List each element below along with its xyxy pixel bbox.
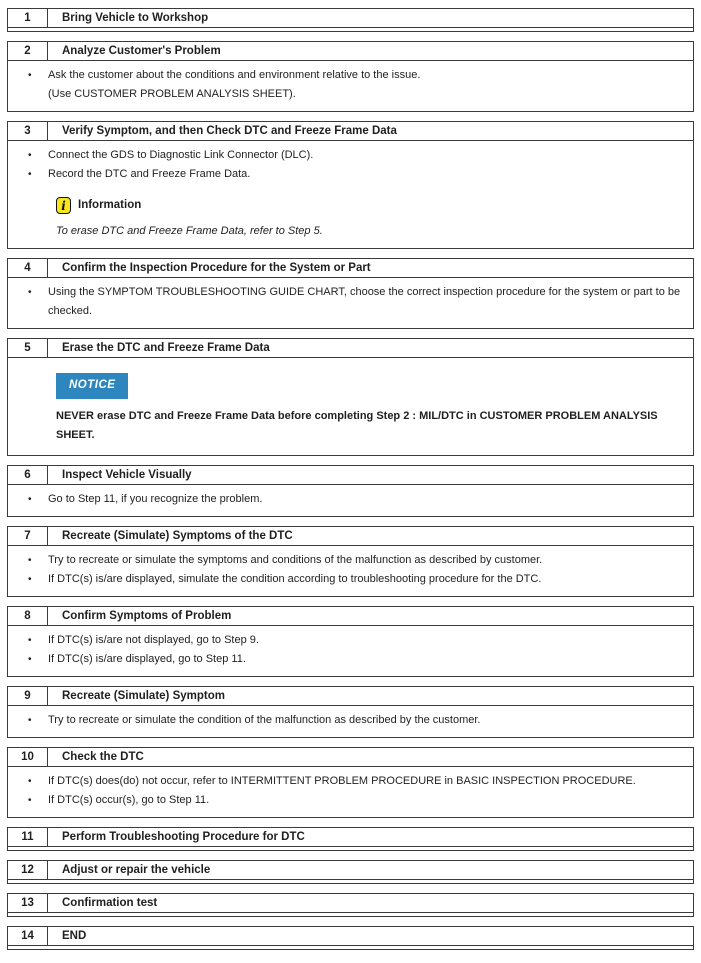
- information-text: To erase DTC and Freeze Frame Data, refer to Step 5.: [56, 225, 323, 237]
- step-number: 7: [8, 527, 48, 545]
- step-header: [8, 687, 693, 706]
- step-block-14: [7, 926, 694, 950]
- step-number: 13: [8, 894, 48, 912]
- bullet-item: [28, 711, 687, 730]
- bullet-item: [28, 490, 687, 509]
- step-block-13: [7, 893, 694, 917]
- bullet-icon: •: [28, 654, 32, 665]
- step-number: 14: [8, 927, 48, 945]
- step-title: Recreate (Simulate) Symptoms of the DTC: [62, 530, 293, 542]
- step-body: [8, 61, 693, 111]
- step-number: 10: [8, 748, 48, 766]
- step-block-9: [7, 686, 694, 738]
- step-header: [8, 828, 693, 847]
- bullet-icon: •: [28, 150, 32, 161]
- step-block-4: [7, 258, 694, 329]
- bullet-text: Using the SYMPTOM TROUBLESHOOTING GUIDE CHART, choose the correct inspection procedure for the system or part to be checked.: [48, 286, 681, 317]
- step-number: 4: [8, 259, 48, 277]
- step-block-5: [7, 338, 694, 456]
- step-header: [8, 748, 693, 767]
- bullet-item: [28, 66, 687, 85]
- bullet-item: [28, 146, 687, 165]
- bullet-icon: •: [28, 169, 32, 180]
- bullet-icon: •: [28, 574, 32, 585]
- step-body: [8, 706, 693, 737]
- step-title: Verify Symptom, and then Check DTC and Freeze Frame Data: [62, 125, 397, 137]
- step-header: [8, 9, 693, 28]
- notice-text: NEVER erase DTC and Freeze Frame Data before completing Step 2 : MIL/DTC in CUSTOMER PROBLEM ANALYSIS SHEET.: [56, 410, 658, 441]
- bullet-text: If DTC(s) is/are displayed, go to Step 11.: [48, 653, 246, 665]
- bullet-icon: •: [28, 287, 32, 298]
- step-title: Confirm the Inspection Procedure for the System or Part: [62, 262, 371, 274]
- step-header: [8, 259, 693, 278]
- step-title: END: [62, 930, 87, 942]
- step-header: [8, 927, 693, 946]
- step-title: Confirmation test: [62, 897, 158, 909]
- bullet-item: [28, 570, 687, 589]
- step-number: 11: [8, 828, 48, 846]
- bullet-item: [28, 283, 687, 321]
- step-header: [8, 861, 693, 880]
- step-number: 12: [8, 861, 48, 879]
- step-body: [8, 946, 693, 949]
- step-header: [8, 466, 693, 485]
- step-number: 3: [8, 122, 48, 140]
- step-number: 9: [8, 687, 48, 705]
- step-body: [8, 358, 693, 455]
- step-title: Erase the DTC and Freeze Frame Data: [62, 342, 270, 354]
- continuation-text: (Use CUSTOMER PROBLEM ANALYSIS SHEET).: [48, 88, 296, 100]
- bullet-text: If DTC(s) does(do) not occur, refer to INTERMITTENT PROBLEM PROCEDURE in BASIC INSPECTION PROCEDURE.: [48, 775, 636, 787]
- step-body: [8, 913, 693, 916]
- bullet-text: Go to Step 11, if you recognize the problem.: [48, 493, 263, 505]
- step-block-10: [7, 747, 694, 818]
- bullet-item: [28, 650, 687, 669]
- step-block-1: [7, 8, 694, 32]
- step-block-8: [7, 606, 694, 677]
- step-header: [8, 42, 693, 61]
- step-header: [8, 894, 693, 913]
- bullet-text: Record the DTC and Freeze Frame Data.: [48, 168, 251, 180]
- step-header: [8, 122, 693, 141]
- step-title: Bring Vehicle to Workshop: [62, 12, 209, 24]
- bullet-icon: •: [28, 70, 32, 81]
- step-block-12: [7, 860, 694, 884]
- step-body: [8, 626, 693, 676]
- bullet-text: If DTC(s) is/are not displayed, go to Step 9.: [48, 634, 259, 646]
- bullet-text: Ask the customer about the conditions and environment relative to the issue.: [48, 69, 421, 81]
- step-header: [8, 339, 693, 358]
- bullet-text: If DTC(s) occur(s), go to Step 11.: [48, 794, 210, 806]
- bullet-text: Try to recreate or simulate the condition of the malfunction as described by the customer.: [48, 714, 481, 726]
- information-note: [56, 196, 687, 241]
- bullet-icon: •: [28, 494, 32, 505]
- step-title: Analyze Customer's Problem: [62, 45, 221, 57]
- step-body: [8, 485, 693, 516]
- step-block-3: [7, 121, 694, 249]
- step-body: [8, 28, 693, 31]
- step-body: [8, 767, 693, 817]
- step-title: Perform Troubleshooting Procedure for DTC: [62, 831, 305, 843]
- information-heading: [56, 196, 687, 215]
- bullet-icon: •: [28, 635, 32, 646]
- step-body: [8, 546, 693, 596]
- step-number: 2: [8, 42, 48, 60]
- step-title: Confirm Symptoms of Problem: [62, 610, 232, 622]
- bullet-item: [28, 791, 687, 810]
- step-body: [8, 880, 693, 883]
- continuation-line: [28, 85, 687, 104]
- step-title: Recreate (Simulate) Symptom: [62, 690, 225, 702]
- step-number: 8: [8, 607, 48, 625]
- step-block-2: [7, 41, 694, 112]
- information-label: Information: [78, 199, 142, 211]
- bullet-icon: •: [28, 795, 32, 806]
- step-title: Adjust or repair the vehicle: [62, 864, 211, 876]
- bullet-icon: •: [28, 715, 32, 726]
- bullet-icon: •: [28, 555, 32, 566]
- bullet-item: [28, 631, 687, 650]
- step-header: [8, 607, 693, 626]
- step-header: [8, 527, 693, 546]
- step-title: Check the DTC: [62, 751, 144, 763]
- notice-block: [56, 373, 687, 448]
- bullet-item: [28, 772, 687, 791]
- step-body: [8, 141, 693, 248]
- notice-badge: NOTICE: [56, 373, 128, 399]
- step-body: [8, 847, 693, 850]
- step-body: [8, 278, 693, 328]
- step-number: 1: [8, 9, 48, 27]
- bullet-item: [28, 551, 687, 570]
- bullet-text: Try to recreate or simulate the symptoms and conditions of the malfunction as described by customer.: [48, 554, 543, 566]
- step-block-6: [7, 465, 694, 517]
- bullet-item: [28, 165, 687, 184]
- bullet-icon: •: [28, 776, 32, 787]
- step-block-7: [7, 526, 694, 597]
- step-number: 6: [8, 466, 48, 484]
- bullet-text: Connect the GDS to Diagnostic Link Connector (DLC).: [48, 149, 314, 161]
- step-title: Inspect Vehicle Visually: [62, 469, 192, 481]
- step-block-11: [7, 827, 694, 851]
- bullet-text: If DTC(s) is/are displayed, simulate the condition according to troubleshooting procedure for the DTC.: [48, 573, 542, 585]
- information-icon: i: [56, 197, 71, 214]
- step-number: 5: [8, 339, 48, 357]
